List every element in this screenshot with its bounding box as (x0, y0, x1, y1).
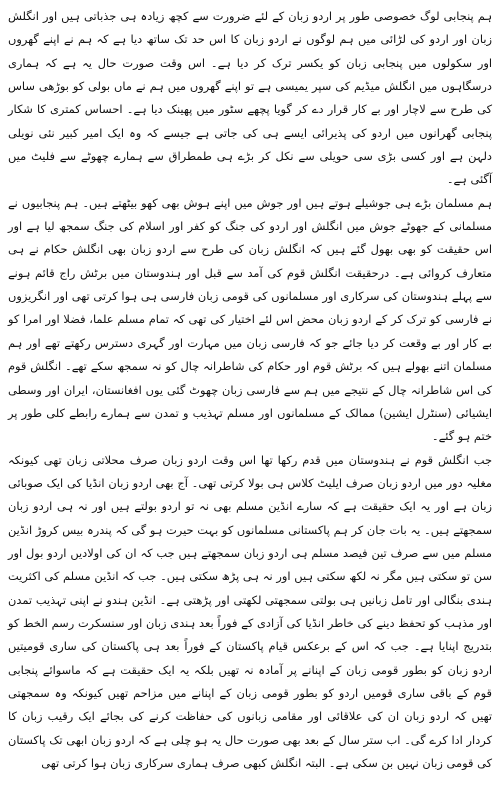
paragraph-3: جب انگلش قوم نے ہندوستان میں قدم رکھا تھا اس وقت اردو زبان صرف محلاتی زبان تھی کیونکہ مغلیہ دور میں اردو زبان صرف ایلیٹ کلاس ہی بولا کرتی تھی۔ آج بھی اردو زبان انڈیا کی ایک صوبائی زبان ہے اور یہ ایک حقیقت ہے کہ سارے انڈین مسلم بھی نہ تو اردو بولتے ہیں اور نہ ہی اردو زبان سمجھتے ہیں۔ یہ بات جان کر ہم پاکستانی مسلمانوں کو بہت حیرت ہو گی کہ پندرہ بیس کروڑ انڈین مسلم میں سے صرف تین فیصد مسلم ہی اردو زبان سمجھتے ہیں جب کہ ان کی اولادیں اردو بول اور سن تو سکتی ہیں مگر نہ لکھ سکتی ہیں اور نہ ہی پڑھ سکتی ہیں۔ جب کہ انڈین مسلم کی اکثریت ہندی بنگالی اور تامل زبانیں ہی بولتی سمجھتی لکھتی اور پڑھتی ہے۔ انڈین ہندو نے اپنی تہذیب تمدن اور مذہب کو تحفظ دینے کی خاطر انڈیا کی آزادی کے فوراً بعد ہندی زبان اور سنسکرت رسم الخط کو بتدریج اپنایا ہے۔ جب کہ اس کے برعکس قیام پاکستان کے فوراً بعد ہی پاکستان کی ساری قومیتیں اردو زبان کو بطور قومی زبان کے اپنانے پر آمادہ نہ تھیں بلکہ یہ ایک حقیقت ہے کہ ماسوائے پنجابی قوم کے باقی ساری قومیں اردو کو بطور قومی زبان کے اپنانے میں مزاحم تھیں کیونکہ وہ سمجھتی تھیں کہ اردو زبان ان کی علاقائی اور مقامی زبانوں کی حفاظت کرنے کی بجائے ایک رقیب زبان کا کردار ادا کرے گی۔ اب ستر سال کے بعد بھی صورت حال یہ ہو چلی ہے کہ اردو زبان ابھی تک پاکستان کی قومی زبان نہیں بن سکی ہے۔ البتہ انگلش کبھی صرف ہماری سرکاری زبان ہوا کرتی تھی (8, 452, 492, 770)
paragraph-1: ہم پنجابی لوگ خصوصی طور پر اردو زبان کے لئے ضرورت سے کچھ زیادہ ہی جذباتی ہیں اور انگلش زبان اور اردو کی لڑائی میں ہم لوگوں نے اردو زبان کا اس حد تک ساتھ دیا ہے کہ ہم نے اپنے گھروں اور سکولوں میں پنجابی زبان کو یکسر ترک کر دیا ہے۔ اس وقت صورت حال یہ ہے کہ ہماری درسگاہوں میں انگلش میڈیم کی سپر یمیسی ہے تو اپنے گھروں میں ہم نے ماں بولی کو بوڑھی ساس کی طرح سے لاچار اور بے کار قرار دے کر گویا پچھے سٹور میں پھینک دیا ہے۔ احساس کمتری کا شکار پنجابی گھرانوں میں اردو کی پذیرائی ایسے ہی کی جاتی ہے جیسے کہ وہ ایک امیر کبیر نئی نویلی دلہن ہے اور کسی بڑی سی حویلی سے نکل کر بڑے ہی طمطراق سے ہمارے چھوٹے سے فلیٹ میں آگئی ہے۔ (8, 9, 492, 187)
paragraph-2: ہم مسلمان بڑے ہی جوشیلے ہوتے ہیں اور جوش میں اپنے ہوش بھی کھو بیٹھتے ہیں۔ ہم پنجابیوں نے مسلمانی کے جھوٹے جوش میں انگلش اور اردو کی جنگ کو کفر اور اسلام کی جنگ سمجھ لیا ہے اور اس حقیقت کو بھی بھول گئے ہیں کہ انگلش زبان کی طرح سے اردو زبان بھی انگلش حکام نے ہی متعارف کروائی ہے۔ درحقیقت انگلش قوم کی آمد سے قبل اور ہندوستان میں برٹش راج قائم ہونے سے پہلے ہندوستان کی سرکاری اور مسلمانوں کی قومی زبان فارسی ہی ہوا کرتی تھی اور انگریزوں نے فارسی کو ترک کر کے اردو زبان محض اس لئے اختیار کی تھی کہ تمام مسلم علما، فضلا اور امرا کو بے کار اور بے وقعت کر دیا جائے جو کہ فارسی زبان میں مہارت اور گہری دسترس رکھتے تھے اور ہم مسلمان اتنے بھولے ہیں کہ برٹش قوم اور حکام کی شاطرانہ چال کو نہ سمجھ سکے تھے۔ انگلش قوم کی اس شاطرانہ چال کے نتیجے میں ہم سے فارسی زبان چھوٹ گئی یوں افغانستان، ایران اور وسطی ایشیائی (سنٹرل ایشین) ممالک کے مسلمانوں اور مسلم تہذیب و تمدن سے ہمارے رابطے کلی طور پر ختم ہو گئے۔ (8, 195, 492, 444)
